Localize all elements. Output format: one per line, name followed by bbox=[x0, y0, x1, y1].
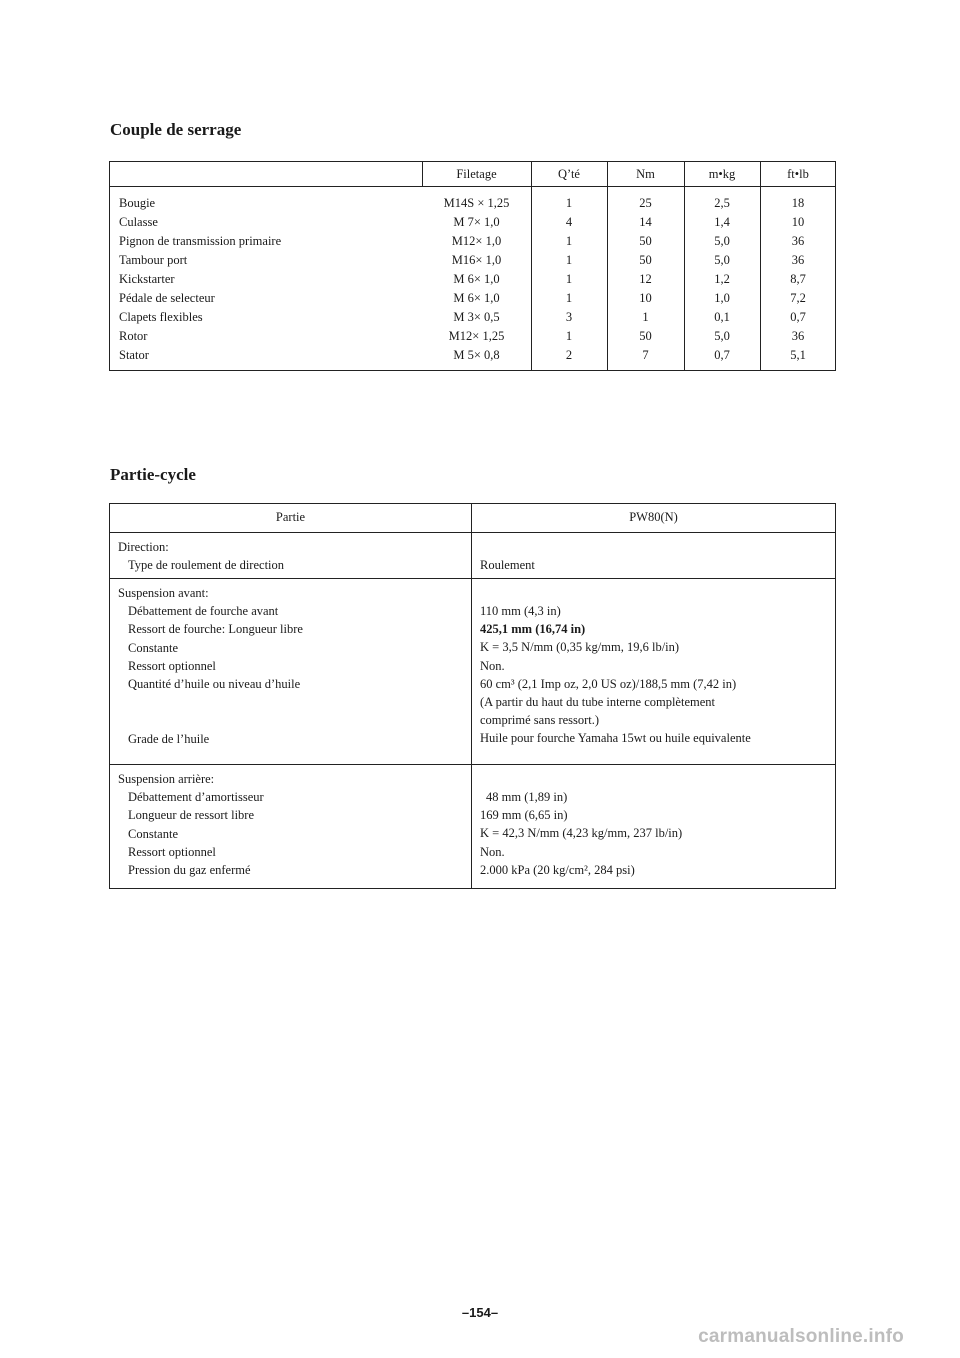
rear-value: K = 42,3 N/mm (4,23 kg/mm, 237 lb/in) bbox=[480, 826, 683, 841]
torque-cell-nm: 7 bbox=[642, 348, 649, 362]
front-item: Grade de l’huile bbox=[128, 731, 210, 746]
header-ftlb: ft•lb bbox=[787, 167, 809, 181]
rear-value: 2.000 kPa (20 kg/cm², 284 psi) bbox=[480, 862, 635, 877]
torque-cell-nm: 50 bbox=[639, 253, 652, 267]
front-item: Débattement de fourche avant bbox=[128, 604, 279, 619]
header-partie: Partie bbox=[275, 510, 306, 524]
torque-cell-mkg: 0,7 bbox=[714, 348, 730, 362]
torque-cell-filetage: M 6× 1,0 bbox=[453, 291, 500, 305]
front-value: 425,1 mm (16,74 in) bbox=[480, 622, 586, 637]
column-nm bbox=[607, 194, 684, 365]
front-item: Ressort de fourche: Longueur libre bbox=[128, 622, 303, 637]
front-heading: Suspension avant: bbox=[118, 586, 209, 600]
column-qte bbox=[531, 194, 607, 365]
torque-cell-nm: 50 bbox=[639, 329, 652, 343]
torque-cell-ftlb: 18 bbox=[791, 196, 805, 210]
rear-item: Ressort optionnel bbox=[128, 844, 216, 859]
header-qte: Q’té bbox=[558, 167, 580, 181]
direction-value: Roulement bbox=[480, 558, 535, 572]
torque-cell-qte: 1 bbox=[565, 291, 573, 305]
rear-item: Constante bbox=[128, 826, 178, 841]
front-value: 110 mm (4,3 in) bbox=[480, 604, 561, 618]
column-filetage bbox=[422, 194, 531, 365]
front-item: Ressort optionnel bbox=[128, 658, 216, 673]
torque-cell-qte: 1 bbox=[565, 253, 573, 267]
torque-cell-ftlb: 36 bbox=[791, 329, 805, 343]
header-mkg: m•kg bbox=[708, 167, 736, 181]
torque-cell-nm: 14 bbox=[639, 215, 652, 229]
rear-value: Non. bbox=[480, 844, 505, 859]
rear-heading: Suspension arrière: bbox=[118, 772, 215, 786]
chassis-table bbox=[109, 503, 836, 889]
rear-item: Débattement d’amortisseur bbox=[128, 790, 264, 805]
torque-cell-part: Culasse bbox=[119, 215, 158, 229]
header-filetage: Filetage bbox=[456, 167, 497, 181]
torque-cell-qte: 3 bbox=[565, 310, 573, 324]
torque-cell-mkg: 5,0 bbox=[714, 234, 730, 248]
torque-cell-filetage: M 6× 1,0 bbox=[453, 272, 500, 286]
watermark: carmanualsonline.info bbox=[698, 1326, 904, 1347]
front-value: comprimé sans ressort.) bbox=[480, 713, 600, 728]
torque-cell-qte: 1 bbox=[565, 234, 573, 248]
rear-labels bbox=[118, 770, 264, 879]
torque-cell-part: Pignon de transmission primaire bbox=[119, 234, 282, 248]
torque-cell-mkg: 0,1 bbox=[714, 310, 730, 324]
torque-cell-ftlb: 36 bbox=[791, 253, 805, 267]
page-number: –154– bbox=[461, 1305, 499, 1320]
direction-values bbox=[480, 556, 535, 574]
front-item: Constante bbox=[128, 640, 178, 655]
torque-cell-qte: 1 bbox=[565, 196, 573, 210]
torque-cell-nm: 12 bbox=[639, 272, 652, 286]
torque-cell-ftlb: 0,7 bbox=[790, 310, 806, 324]
front-value: Huile pour fourche Yamaha 15wt ou huile equivalente bbox=[480, 731, 751, 746]
torque-cell-part: Bougie bbox=[119, 196, 156, 210]
direction-labels bbox=[118, 538, 284, 574]
torque-cell-qte: 1 bbox=[565, 329, 573, 343]
torque-cell-part: Kickstarter bbox=[119, 272, 175, 286]
rear-item: Pression du gaz enfermé bbox=[128, 862, 251, 877]
torque-table bbox=[109, 161, 836, 371]
rear-value: 169 mm (6,65 in) bbox=[480, 808, 568, 823]
rear-values bbox=[480, 788, 682, 879]
front-labels bbox=[118, 584, 303, 748]
torque-cell-ftlb: 8,7 bbox=[790, 272, 806, 286]
direction-heading: Direction: bbox=[118, 540, 169, 554]
torque-cell-part: Stator bbox=[119, 348, 149, 362]
column-part bbox=[119, 194, 419, 365]
torque-cell-mkg: 1,4 bbox=[714, 215, 730, 229]
front-values bbox=[480, 602, 751, 748]
torque-cell-filetage: M 3× 0,5 bbox=[453, 310, 500, 324]
torque-cell-part: Tambour port bbox=[119, 253, 188, 267]
torque-cell-mkg: 1,2 bbox=[714, 272, 730, 286]
torque-cell-nm: 10 bbox=[639, 291, 652, 305]
torque-cell-filetage: M14S × 1,25 bbox=[443, 196, 510, 210]
torque-cell-filetage: M 5× 0,8 bbox=[453, 348, 500, 362]
direction-item: Type de roulement de direction bbox=[128, 558, 285, 573]
torque-cell-mkg: 5,0 bbox=[714, 253, 730, 267]
torque-cell-part: Clapets flexibles bbox=[119, 310, 203, 324]
torque-cell-mkg: 5,0 bbox=[714, 329, 730, 343]
torque-cell-qte: 4 bbox=[565, 215, 573, 229]
front-value: K = 3,5 N/mm (0,35 kg/mm, 19,6 lb/in) bbox=[480, 640, 680, 655]
torque-section-title: Couple de serrage bbox=[110, 120, 242, 139]
torque-cell-qte: 1 bbox=[565, 272, 573, 286]
torque-cell-ftlb: 5,1 bbox=[790, 348, 806, 362]
header-model: PW80(N) bbox=[629, 510, 678, 524]
chassis-section-title: Partie-cycle bbox=[110, 465, 196, 484]
torque-cell-filetage: M 7× 1,0 bbox=[453, 215, 500, 229]
torque-cell-mkg: 1,0 bbox=[714, 291, 730, 305]
front-value: (A partir du haut du tube interne complètement bbox=[480, 694, 715, 709]
torque-cell-ftlb: 36 bbox=[791, 234, 805, 248]
torque-cell-part: Rotor bbox=[119, 329, 148, 343]
torque-cell-nm: 1 bbox=[642, 310, 649, 324]
front-item: Quantité d’huile ou niveau d’huile bbox=[128, 676, 301, 691]
rear-value: 48 mm (1,89 in) bbox=[486, 790, 568, 804]
rear-item: Longueur de ressort libre bbox=[128, 808, 255, 823]
torque-cell-filetage: M16× 1,0 bbox=[451, 253, 502, 267]
header-nm: Nm bbox=[636, 167, 655, 181]
front-value: 60 cm³ (2,1 Imp oz, 2,0 US oz)/188,5 mm (7,42 in) bbox=[480, 676, 737, 691]
torque-cell-filetage: M12× 1,25 bbox=[448, 329, 505, 343]
torque-cell-nm: 25 bbox=[639, 196, 652, 210]
torque-cell-mkg: 2,5 bbox=[714, 196, 730, 210]
front-value: Non. bbox=[480, 658, 505, 673]
torque-cell-qte: 2 bbox=[565, 348, 573, 362]
torque-cell-ftlb: 10 bbox=[791, 215, 805, 229]
column-mkg bbox=[684, 194, 760, 365]
torque-cell-filetage: M12× 1,0 bbox=[451, 234, 502, 248]
torque-cell-ftlb: 7,2 bbox=[790, 291, 806, 305]
torque-cell-nm: 50 bbox=[639, 234, 652, 248]
column-ftlb bbox=[760, 194, 836, 365]
torque-cell-part: Pédale de selecteur bbox=[119, 291, 215, 305]
